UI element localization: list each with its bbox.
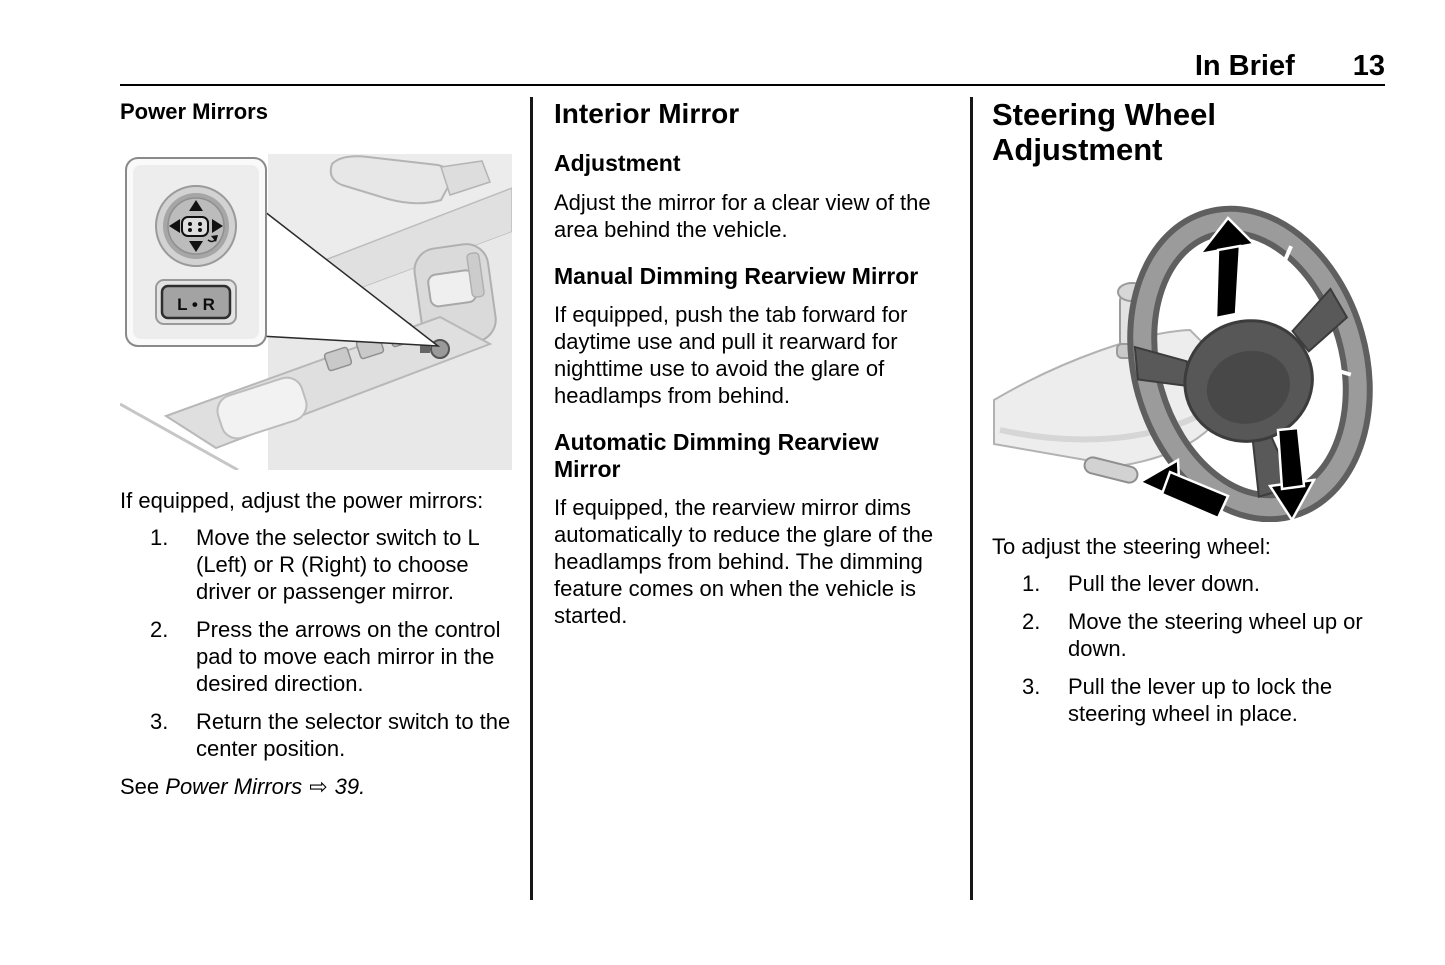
adjustment-body: Adjust the mirror for a clear view of the area behind the vehicle.	[554, 189, 931, 242]
column-divider	[530, 97, 533, 900]
list-item: 3. Return the selector switch to the center position.	[150, 709, 511, 762]
chapter-title: In Brief	[1194, 50, 1295, 82]
steering-wheel-figure	[992, 192, 1389, 522]
column-steering-wheel	[992, 97, 1389, 900]
page-content	[120, 97, 1389, 900]
power-mirrors-steps	[120, 524, 512, 762]
header-rule	[120, 84, 1385, 86]
steering-wheel-steps	[992, 570, 1389, 727]
page-number: 13	[1352, 50, 1385, 82]
list-item: 2. Press the arrows on the control pad to move each mirror in the desired direction.	[150, 617, 501, 697]
steering-wheel-title: Steering Wheel Adjustment	[992, 97, 1216, 168]
power-mirrors-heading: Power Mirrors	[120, 99, 268, 124]
column-divider	[970, 97, 973, 900]
list-item: 1. Pull the lever down.	[1022, 570, 1260, 596]
steering-wheel-intro: To adjust the steering wheel:	[992, 533, 1271, 559]
control-inset	[126, 158, 266, 346]
mirror-control-knob	[156, 186, 236, 266]
manual-dimming-heading: Manual Dimming Rearview Mirror	[554, 262, 919, 289]
interior-mirror-title: Interior Mirror	[554, 98, 740, 129]
column-power-mirrors	[120, 97, 512, 900]
power-mirror-control-figure	[120, 154, 512, 470]
manual-dimming-body: If equipped, push the tab forward for daytime use and pull it rearward for nighttime use to avoid the glare of headlamps from behind.	[554, 302, 908, 409]
cross-reference-line: See Power Mirrors ⇨ 39.	[120, 774, 366, 801]
power-mirrors-intro: If equipped, adjust the power mirrors:	[120, 488, 484, 514]
auto-dimming-body: If equipped, the rearview mirror dims automatically to reduce the glare of the headlamps from behind. The dimming feature comes on when the vehicle is started.	[554, 494, 934, 628]
list-item: 1. Move the selector switch to L (Left) or R (Right) to choose driver or passenger mirror.	[150, 525, 479, 605]
list-item: 2. Move the steering wheel up or down.	[1022, 608, 1363, 661]
lr-selector-switch	[156, 280, 236, 324]
column-interior-mirror	[554, 97, 947, 900]
lr-switch-label: L • R	[177, 295, 215, 315]
list-item: 3. Pull the lever up to lock the steering wheel in place.	[1022, 673, 1333, 726]
cross-reference-arrow-icon: ⇨	[302, 775, 335, 801]
cross-reference-target: Power Mirrors	[165, 774, 303, 800]
running-header	[120, 50, 1385, 83]
auto-dimming-heading: Automatic Dimming Rearview Mirror	[554, 429, 879, 482]
cross-reference-page: 39.	[334, 774, 366, 800]
adjustment-heading: Adjustment	[554, 150, 681, 177]
